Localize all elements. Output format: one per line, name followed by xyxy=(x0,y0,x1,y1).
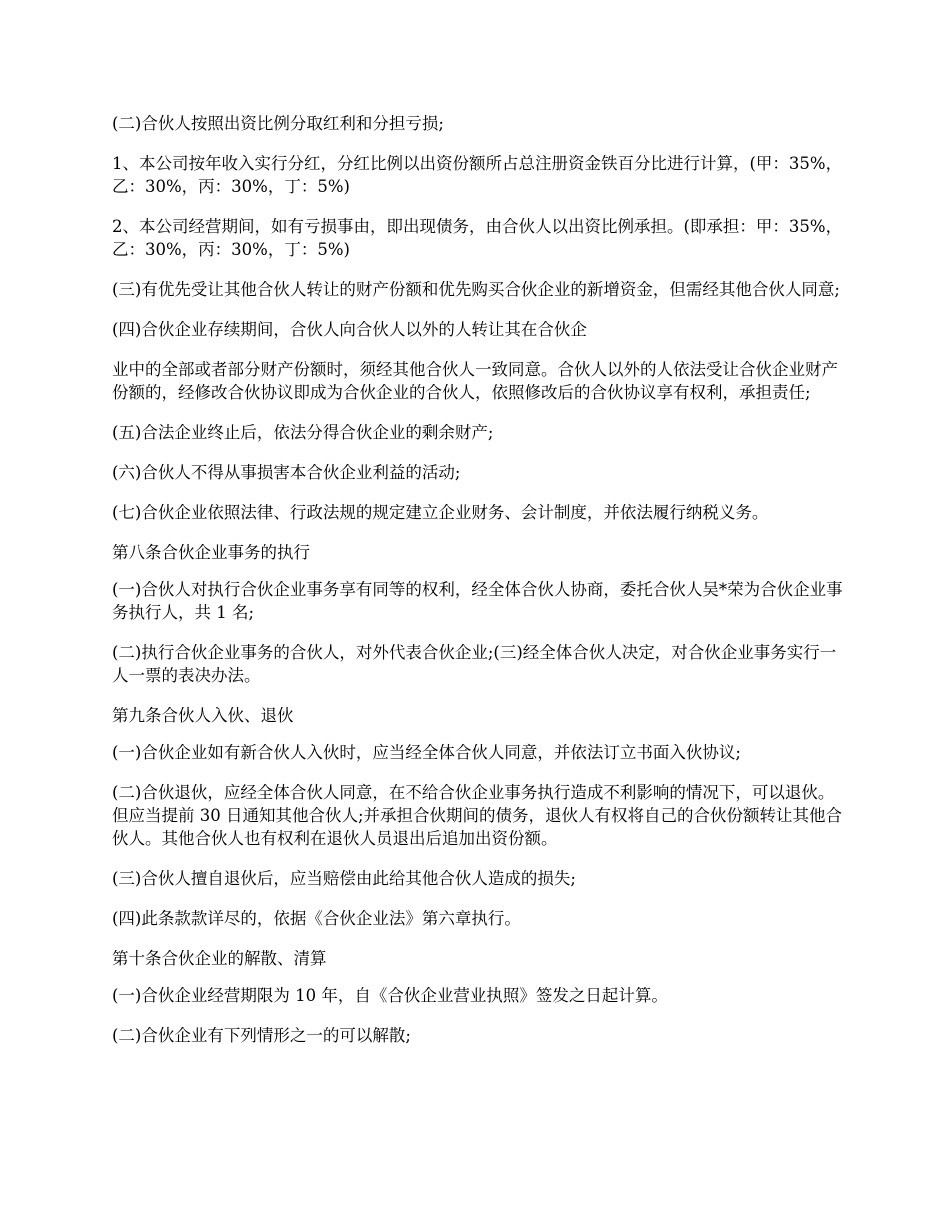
article-8-heading: 第八条合伙企业事务的执行 xyxy=(112,543,310,562)
paragraph-withdrawal: (二)合伙退伙，应经全体合伙人同意，在不给合伙企业事务执行造成不利影响的情况下，可以退伙。但应当提前 30 日通知其他合伙人;并承担合伙期间的债务，退伙人有权将自己的合伙份额转让其他合伙人。其他合伙人也有权利在退伙人员退出后追加出资份额。 xyxy=(112,783,843,848)
paragraph-preemptive-right: (三)有优先受让其他合伙人转让的财产份额和优先购买合伙企业的新增资金，但需经其他合伙人同意; xyxy=(112,280,840,299)
paragraph-transfer-continued: 业中的全部或者部分财产份额时，须经其他合伙人一致同意。合伙人以外的人依法受让合伙企业财产份额的，经修改合伙协议即成为合伙企业的合伙人，依照修改后的合伙协议享有权利，承担责任; xyxy=(112,360,838,402)
paragraph-executive-partner: (一)合伙人对执行合伙企业事务享有同等的权利，经全体合伙人协商，委托合伙人吴*荣为合伙企业事务执行人，共 1 名; xyxy=(112,580,843,622)
document-body xyxy=(112,112,844,1064)
paragraph-dissolution-conditions: (二)合伙企业有下列情形之一的可以解散; xyxy=(112,1026,411,1045)
paragraph-new-partner: (一)合伙企业如有新合伙人入伙时，应当经全体合伙人同意，并依法订立书面入伙协议; xyxy=(112,743,741,762)
paragraph-business-term: (一)合伙企业经营期限为 10 年，自《合伙企业营业执照》签发之日起计算。 xyxy=(112,986,668,1005)
article-10-heading: 第十条合伙企业的解散、清算 xyxy=(112,949,327,968)
paragraph-unauthorized-withdrawal: (三)合伙人擅自退伙后，应当赔偿由此给其他合伙人造成的损失; xyxy=(112,869,576,888)
paragraph-representation-voting: (二)执行合伙企业事务的合伙人，对外代表合伙企业;(三)经全体合伙人决定，对合伙企业事务实行一人一票的表决办法。 xyxy=(112,643,837,685)
paragraph-partnership-law: (四)此条款款详尽的，依据《合伙企业法》第六章执行。 xyxy=(112,909,521,928)
paragraph-accounting-tax: (七)合伙企业依照法律、行政法规的规定建立企业财务、会计制度，并依法履行纳税义务。 xyxy=(112,503,769,522)
paragraph-loss-bearing: 2、本公司经营期间，如有亏损事由，即出现债务，由合伙人以出资比例承担。(即承担：甲：35%，乙：30%，丙：30%，丁：5%) xyxy=(112,217,843,259)
paragraph-profit-loss-sharing: (二)合伙人按照出资比例分取红利和分担亏损; xyxy=(112,114,444,133)
paragraph-no-harm: (六)合伙人不得从事损害本合伙企业利益的活动; xyxy=(112,463,461,482)
article-9-heading: 第九条合伙人入伙、退伙 xyxy=(112,706,294,725)
paragraph-remaining-property: (五)合法企业终止后，依法分得合伙企业的剩余财产; xyxy=(112,423,494,442)
paragraph-transfer-start: (四)合伙企业存续期间，合伙人向合伙人以外的人转让其在合伙企 xyxy=(112,320,587,339)
paragraph-dividend-ratio: 1、本公司按年收入实行分红，分红比例以出资份额所占总注册资金铁百分比进行计算，(甲：35%，乙：30%，丙：30%，丁：5%) xyxy=(112,154,843,196)
